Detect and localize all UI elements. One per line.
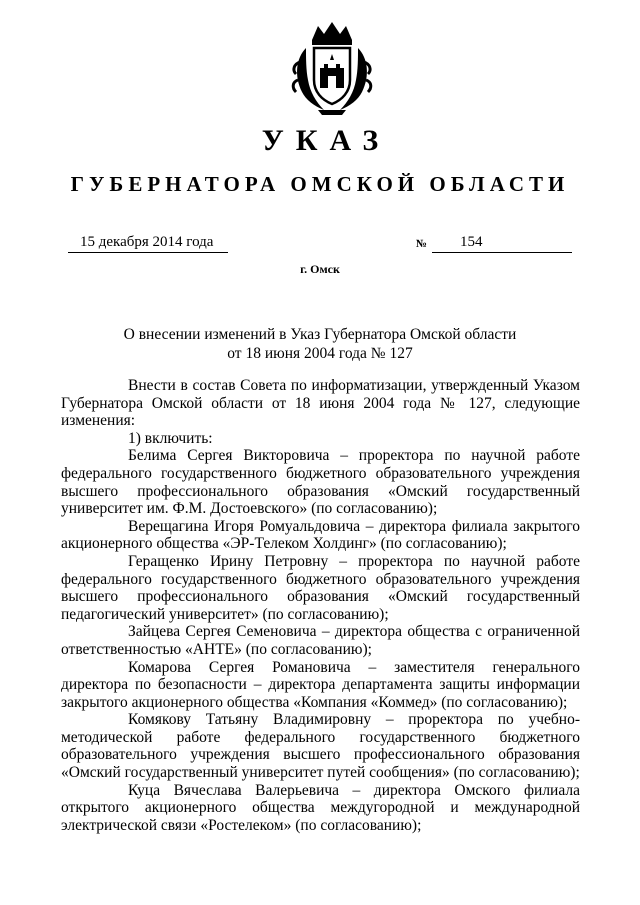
paragraph-member: Верещагина Игоря Ромуальдовича – директора филиала закрытого акционерного общества «ЭР-Телеком Холдинг» (по согласованию);: [61, 517, 580, 553]
document-subject: [60, 325, 580, 363]
document-subtitle: ГУБЕРНАТОРА ОМСКОЙ ОБЛАСТИ: [70, 172, 570, 196]
subject-line-1: О внесении изменений в Указ Губернатора Омской области: [123, 326, 517, 343]
paragraph-member: Куца Вячеслава Валерьевича – директора Омского филиала открытого акционерного общества междугородной и международной электрической связи «Ростелеком» (по согласованию);: [61, 781, 580, 834]
paragraph-member: Комарова Сергея Романовича – заместителя генерального директора по безопасности – директора департамента защиты информации закрытого акционерного общества «Компания «Коммед» (по согласованию);: [61, 658, 580, 711]
document-body: [61, 377, 580, 834]
paragraph-member: Геращенко Ирину Петровну – проректора по научной работе федерального государственного бюджетного образовательного учреждения высшего профессионального образования «Омский государственный педагогический университет» (по согласованию);: [61, 552, 580, 623]
paragraph-intro: Внести в состав Совета по информатизации, утвержденный Указом Губернатора Омской области от 18 июня 2004 года № 127, следующие изменения:: [61, 377, 580, 430]
subject-line-2: от 18 июня 2004 года № 127: [227, 345, 413, 362]
paragraph-member: Комякову Татьяну Владимировну – проректора по учебно-методической работе федерального государственного бюджетного образовательного учреждения высшего профессионального образования «Омский государственный университет путей сообщения» (по согласованию);: [61, 711, 580, 782]
document-title: УКАЗ: [261, 124, 391, 157]
paragraph-item-heading: 1) включить:: [128, 429, 213, 447]
document-city: г. Омск: [300, 262, 340, 276]
number-label: №: [416, 238, 428, 250]
paragraph-member: Зайцева Сергея Семеновича – директора общества с ограниченной ответственностью «АНТЕ» (по согласованию);: [61, 623, 580, 658]
paragraph-member: Белима Сергея Викторовича – проректора по научной работе федерального государственного бюджетного образовательного учреждения высшего профессионального образования «Омский государственный университет им. Ф.М. Достоевского» (по согласованию);: [61, 447, 580, 518]
document-date: 15 декабря 2014 года: [68, 232, 228, 253]
omsk-region-coat-of-arms-icon: [290, 18, 374, 118]
document-number: 154: [432, 232, 572, 253]
